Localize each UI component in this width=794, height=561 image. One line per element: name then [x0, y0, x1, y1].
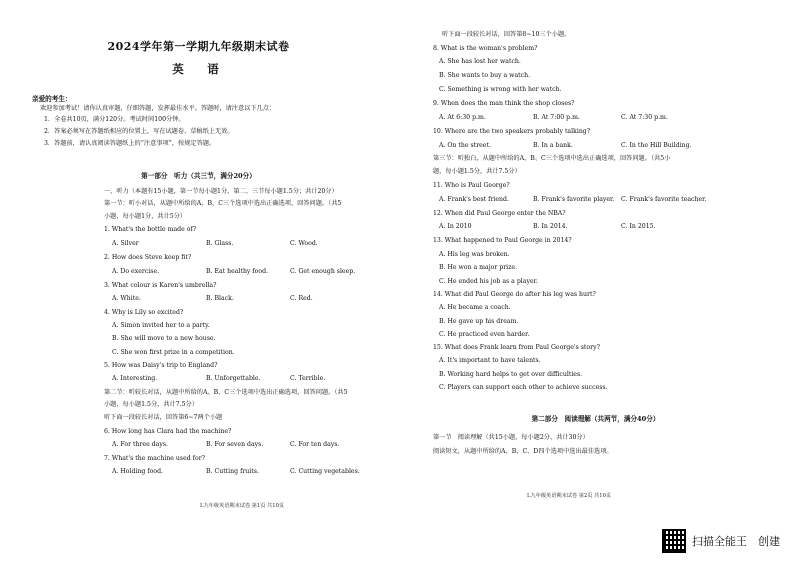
part2-section1: 第一节 阅读理解（共15小题，每小题2分，共计30分）	[433, 434, 589, 441]
qr-code-icon	[662, 529, 686, 553]
question-7: 7. What's the machine used for?	[104, 455, 205, 462]
q13-option-a: A. His leg was broken.	[439, 251, 510, 258]
q12-option-a: A. In 2010	[439, 223, 472, 230]
q6-option-b: B. For seven days.	[206, 441, 264, 448]
part2-header: 第二部分 阅读理解（共两节，满分40分）	[531, 415, 660, 423]
question-8: 8. What is the woman's problem?	[433, 45, 538, 52]
question-12: 12. When did Paul George enter the NBA?	[433, 210, 566, 217]
right-page	[397, 0, 794, 561]
q14-option-c: C. He practiced even harder.	[439, 331, 530, 338]
q8-option-b: B. She wants to buy a watch.	[439, 72, 531, 79]
q3-option-a: A. White.	[112, 295, 141, 302]
q1-option-a: A. Silver	[112, 240, 139, 247]
sec2-intro-2: 小题，每小题1.5分，共计7.5分）	[104, 401, 198, 408]
question-2: 2. How does Steve keep fit?	[104, 254, 192, 261]
q2-option-b: B. Eat healthy food.	[206, 268, 269, 275]
q10-option-b: B. In a bank.	[533, 142, 573, 149]
note-1: 1．全卷共10页，满分120分。考试时间100分钟。	[44, 116, 185, 123]
question-13: 13. What happened to Paul George in 2014?	[433, 237, 572, 244]
q1-option-b: B. Glass.	[206, 240, 234, 247]
page-footer-right: L九年级英语期末试卷 第2页 共10页	[527, 493, 612, 499]
q8-option-c: C. Something is wrong with her watch.	[439, 86, 562, 93]
q9-option-a: A. At 6:30 p.m.	[439, 114, 486, 121]
question-11: 11. Who is Paul George?	[433, 182, 510, 189]
sec3-intro: 第三节：听独白，从题中所给的A、B、C三个选项中选出正确选项，回答问题。（共5小	[433, 155, 671, 162]
q15-option-b: B. Working hard helps to get over difficulties.	[439, 371, 583, 378]
sec2-listen: 听下面一段较长对话，回答第6~7两个小题	[104, 414, 223, 421]
question-9: 9. When does the man think the shop closes?	[433, 100, 575, 107]
q10-option-a: A. On the street.	[439, 142, 491, 149]
note-3: 3．答题前，请认真阅读答题纸上的“注意事项”，按规定答题。	[44, 140, 216, 147]
q13-option-c: C. He ended his job as a player.	[439, 278, 538, 285]
q11-option-a: A. Frank's best friend.	[439, 196, 509, 203]
question-5: 5. How was Daisy's trip to England?	[104, 362, 218, 369]
q7-option-c: C. Cutting vegetables.	[290, 468, 360, 475]
q2-option-a: A. Do exercise.	[112, 268, 160, 275]
question-14: 14. What did Paul George do after his leg was hurt?	[433, 291, 596, 298]
q10-option-c: C. In the Hill Building.	[621, 142, 692, 149]
q3-option-b: B. Black.	[206, 295, 234, 302]
q5-option-b: B. Unforgettable.	[206, 375, 261, 382]
question-6: 6. How long has Clara had the machine?	[104, 428, 232, 435]
q15-option-a: A. It's important to have talents.	[439, 357, 541, 364]
q11-option-c: C. Frank's favorite teacher.	[621, 196, 707, 203]
q1-option-c: C. Wood.	[290, 240, 318, 247]
q14-option-b: B. He gave up his dream.	[439, 318, 519, 325]
q12-option-c: C. In 2015.	[621, 223, 656, 230]
sec1-intro-2: 小题，每小题1分，共计5分）	[104, 213, 187, 220]
part1-header: 第一部分 听力（共三节，满分20分）	[141, 172, 256, 180]
watermark-text: 扫描全能王 创建	[692, 535, 780, 548]
q5-option-c: C. Terrible.	[290, 375, 326, 382]
page-footer-left: L九年级英语期末试卷 第1页 共10页	[200, 503, 285, 509]
q7-option-a: A. Holding food.	[112, 468, 164, 475]
q6-option-a: A. For three days.	[112, 441, 169, 448]
part2-intro: 阅读短文，从题中所给的A、B、C、D四个选项中选出最佳选项。	[433, 448, 613, 455]
subject-title: 英 语	[172, 62, 225, 76]
question-10: 10. Where are the two speakers probably talking?	[433, 128, 591, 135]
q12-option-b: B. In 2014.	[533, 223, 568, 230]
intro-text: 欢迎参加考试！请你认真审题，仔细答题，发挥最佳水平。答题时，请注意以下几点：	[40, 105, 276, 112]
q4-option-b: B. She will move to a new house.	[112, 335, 216, 342]
sec1-intro: 第一节：听小对话，从题中所给的A、B、C三个选项中选出正确选项，回答问题。（共5	[104, 200, 342, 207]
q15-option-c: C. Players can support each other to achieve success.	[439, 384, 608, 391]
note-2: 2．答案必须写在答题纸相应的位置上，写在试题卷、草稿纸上无效。	[44, 128, 234, 135]
question-3: 3. What colour is Karen's umbrella?	[104, 282, 217, 289]
q9-option-c: C. At 7:30 p.m.	[621, 114, 668, 121]
sec2-intro: 第二节：听较长对话，从题中所给的A、B、C三个选项中选出正确选项，回答问题。（共5	[104, 389, 348, 396]
listen-instruction: 听下面一段较长对话，回答第8~10三个小题。	[442, 31, 571, 38]
q7-option-b: B. Cutting fruits.	[206, 468, 259, 475]
scanner-watermark	[662, 529, 780, 553]
exam-title: 2024学年第一学期九年级期末试卷	[107, 40, 290, 53]
sec3-intro-2: 题，每小题1.5分，共计7.5分）	[433, 168, 521, 175]
greeting: 亲爱的考生：	[32, 95, 72, 103]
q2-option-c: C. Get enough sleep.	[290, 268, 356, 275]
q6-option-c: C. For ten days.	[290, 441, 340, 448]
q8-option-a: A. She has lost her watch.	[439, 58, 521, 65]
q13-option-b: B. He won a major prize.	[439, 264, 518, 271]
question-15: 15. What does Frank learn from Paul George's story?	[433, 344, 600, 351]
sec1-title: 一、听力（本题有15小题，第一节每小题1分，第二、三节每小题1.5分；共计20分）	[104, 188, 338, 195]
q9-option-b: B. At 7:00 p.m.	[533, 114, 580, 121]
question-1: 1. What's the bottle made of?	[104, 226, 197, 233]
q11-option-b: B. Frank's favorite player.	[533, 196, 615, 203]
q3-option-c: C. Red.	[290, 295, 313, 302]
q5-option-a: A. Interesting.	[112, 375, 158, 382]
q4-option-c: C. She won first prize in a competition.	[112, 349, 235, 356]
question-4: 4. Why is Lily so excited?	[104, 309, 184, 316]
q4-option-a: A. Simon invited her to a party.	[112, 322, 210, 329]
q14-option-a: A. He became a coach.	[439, 304, 511, 311]
